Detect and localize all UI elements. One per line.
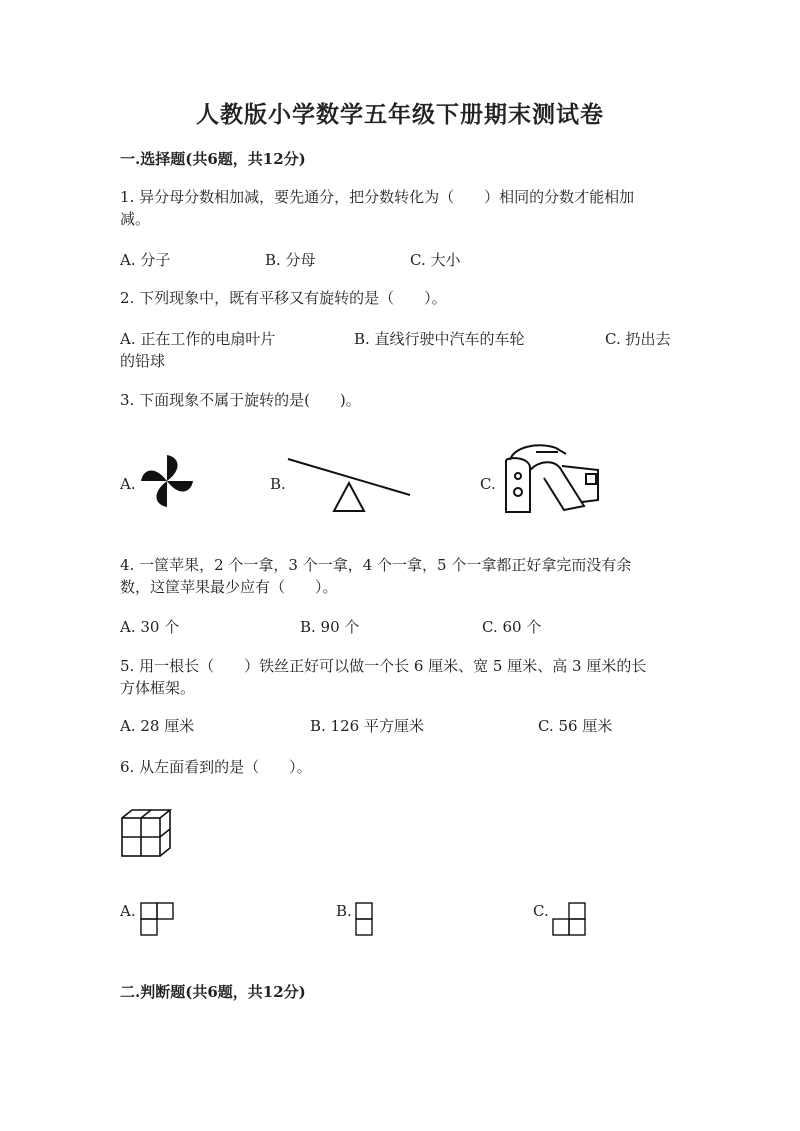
section-heading-choice: 一.选择题(共6题，共12分) bbox=[120, 150, 306, 168]
question-3-line-1: 3. 下面现象不属于旋转的是( )。 bbox=[120, 391, 361, 409]
page-title: 人教版小学数学五年级下册期末测试卷 bbox=[196, 101, 604, 128]
playground-slide-icon bbox=[500, 440, 606, 514]
question-5-option-b[interactable]: B. 126 平方厘米 bbox=[310, 717, 424, 735]
cube-stack-icon bbox=[120, 808, 172, 860]
question-5-line-2: 方体框架。 bbox=[120, 679, 196, 697]
question-5-option-a[interactable]: A. 28 厘米 bbox=[120, 717, 195, 735]
seesaw-icon bbox=[286, 455, 412, 515]
pinwheel-icon bbox=[138, 452, 196, 510]
question-6-option-b[interactable]: B. bbox=[336, 902, 352, 920]
question-2-option-c-wrap: 的铅球 bbox=[120, 352, 166, 370]
question-4-option-b[interactable]: B. 90 个 bbox=[300, 618, 360, 636]
question-6-line-1: 6. 从左面看到的是（ ）。 bbox=[120, 758, 312, 776]
view-b-icon bbox=[355, 902, 373, 938]
question-4-line-2: 数，这筐苹果最少应有（ ）。 bbox=[120, 578, 338, 596]
question-6-option-a[interactable]: A. bbox=[120, 902, 136, 920]
question-2-option-c[interactable]: C. 扔出去 bbox=[605, 330, 671, 348]
question-5-line-1: 5. 用一根长（ ）铁丝正好可以做一个长 6 厘米、宽 5 厘米、高 3 厘米的长 bbox=[120, 657, 647, 675]
question-4-option-a[interactable]: A. 30 个 bbox=[120, 618, 180, 636]
question-2-line-1: 2. 下列现象中，既有平移又有旋转的是（ ）。 bbox=[120, 289, 447, 307]
question-1-line-1: 1. 异分母分数相加减，要先通分，把分数转化为（ ）相同的分数才能相加 bbox=[120, 188, 635, 206]
question-1-option-a[interactable]: A. 分子 bbox=[120, 251, 171, 269]
question-2-option-a[interactable]: A. 正在工作的电扇叶片 bbox=[120, 330, 276, 348]
question-4-line-1: 4. 一筐苹果，2 个一拿，3 个一拿，4 个一拿，5 个一拿都正好拿完而没有余 bbox=[120, 556, 632, 574]
question-1-line-2: 减。 bbox=[120, 210, 151, 228]
view-c-icon bbox=[552, 902, 588, 938]
view-a-icon bbox=[140, 902, 176, 938]
question-1-option-b[interactable]: B. 分母 bbox=[265, 251, 316, 269]
question-1-option-c[interactable]: C. 大小 bbox=[410, 251, 461, 269]
question-6-option-c[interactable]: C. bbox=[533, 902, 549, 920]
question-5-option-c[interactable]: C. 56 厘米 bbox=[538, 717, 613, 735]
question-3-option-c[interactable]: C. bbox=[480, 475, 496, 493]
question-3-option-b[interactable]: B. bbox=[270, 475, 286, 493]
question-4-option-c[interactable]: C. 60 个 bbox=[482, 618, 542, 636]
question-3-option-a[interactable]: A. bbox=[120, 475, 136, 493]
section-heading-judgement: 二.判断题(共6题，共12分) bbox=[120, 983, 306, 1001]
question-2-option-b[interactable]: B. 直线行驶中汽车的车轮 bbox=[354, 330, 525, 348]
